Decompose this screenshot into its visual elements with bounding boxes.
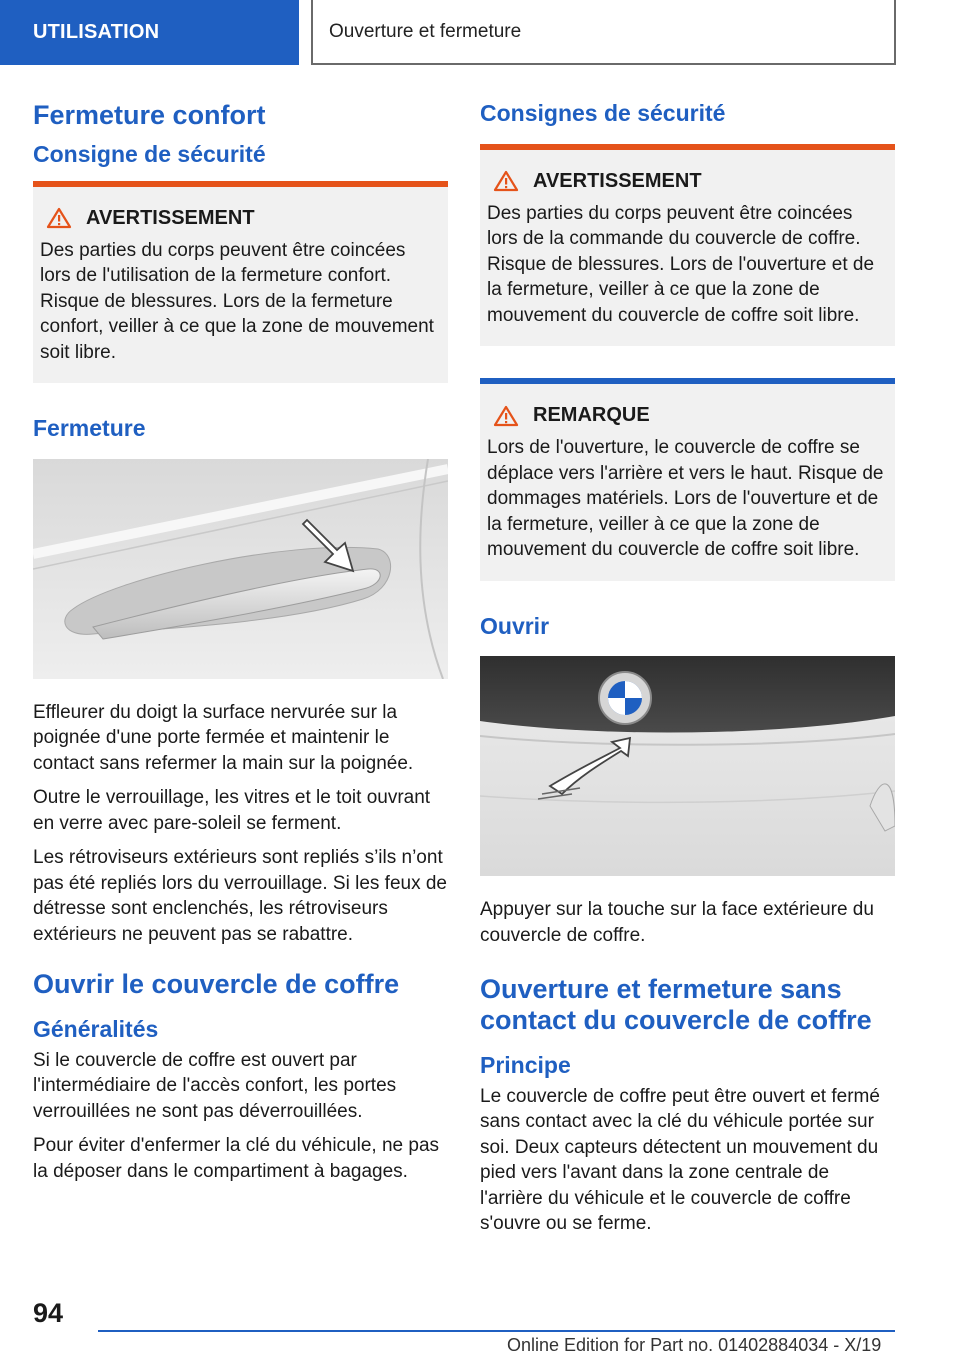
warning-triangle-icon: [493, 170, 519, 192]
note-text: Lors de l'ouverture, le couvercle de coffre se déplace vers l'arrière et vers le haut. Risque de dommages matériels. Lors de l'ouverture et de la fermeture, veiller à ce que la zone de mouvement du couvercle de coffre soit libre.: [487, 437, 884, 561]
trunk-button-illustration: [480, 656, 895, 876]
warning-triangle-icon: [46, 207, 72, 229]
touch-handle-text: Effleurer du doigt la surface nervurée sur la poignée d'une porte fermée et maintenir le contact sans refermer la main sur la poignée.: [33, 701, 414, 774]
contactless-principle-text: Le couvercle de coffre peut être ouvert et fermé sans contact avec la clé du véhicule portée sur soi. Deux capteurs détectent un mouvement du pied vers l'avant dans la zone centrale de l'arrière du véhicule et le couvercle de coffre s'ouvre ou se ferme.: [480, 1085, 880, 1235]
open-trunk-title: Ouvrir le couvercle de coffre: [33, 969, 400, 1000]
section-header: [311, 0, 896, 65]
warning-box: [33, 181, 448, 384]
warning-header: [46, 207, 441, 230]
mirrors-fold-text: Les rétroviseurs extérieurs sont repliés s’ils n’ont pas été repliés lors du verrouillage. Si les feux de détresse sont enclenchés, les rétroviseurs extérieurs ne peuvent pas se rabattre.: [33, 847, 448, 945]
safety-notes-heading: Consignes de sécurité: [480, 100, 726, 126]
key-lockout-text: Pour éviter d'enfermer la clé du véhicule, ne pas la déposer dans le compartiment à bagages.: [33, 1135, 440, 1182]
windows-close-text: Outre le verrouillage, les vitres et le toit ouvrant en verre avec pare-soleil se ferment.: [33, 787, 431, 834]
door-handle-illustration: [33, 459, 448, 679]
note-box: [480, 378, 895, 581]
press-button-text: Appuyer sur la touche sur la face extérieure du couvercle de coffre.: [480, 899, 874, 946]
comfort-access-text: Si le couvercle de coffre est ouvert par l'intermédiaire de l'accès confort, les portes verrouillées ne sont pas déverrouillées.: [33, 1049, 397, 1122]
closing-heading: Fermeture: [33, 415, 146, 442]
open-heading: Ouvrir: [480, 612, 550, 639]
section-label: Ouverture et fermeture: [329, 20, 522, 42]
contactless-title: Ouverture et fermeture sans contact du couvercle de coffre: [480, 974, 872, 1036]
right-column: [480, 100, 895, 1246]
edition-text: Online Edition for Part no. 01402884034 - X/19: [507, 1335, 882, 1355]
footer-divider: [98, 1330, 895, 1332]
warning-box: [480, 144, 895, 347]
warning-text: Des parties du corps peuvent être coincées lors de la commande du couvercle de coffre. Risque de blessures. Lors de l'ouverture et de la fermeture, veiller à ce que la zone de mouvement du couvercle de coffre soit libre.: [487, 202, 875, 326]
safety-heading: Consigne de sécurité: [33, 141, 266, 168]
warning-label: AVERTISSEMENT: [533, 169, 702, 192]
principle-heading: Principe: [480, 1052, 571, 1079]
warning-label: AVERTISSEMENT: [86, 206, 255, 229]
warning-triangle-icon: [493, 405, 519, 427]
comfort-close-title: Fermeture confort: [33, 100, 266, 130]
warning-header: [493, 170, 888, 193]
left-column: [33, 100, 448, 1193]
chapter-tab: [0, 0, 299, 65]
page-number: 94: [33, 1298, 64, 1328]
chapter-label: UTILISATION: [33, 21, 160, 43]
note-header: [493, 404, 888, 427]
note-label: REMARQUE: [533, 404, 650, 427]
general-heading: Généralités: [33, 1016, 159, 1043]
warning-text: Des parties du corps peuvent être coincées lors de l'utilisation de la fermeture confort. Risque de blessures. Lors de la fermeture confort, veiller à ce que la zone de mouvement soit libre.: [40, 239, 434, 363]
